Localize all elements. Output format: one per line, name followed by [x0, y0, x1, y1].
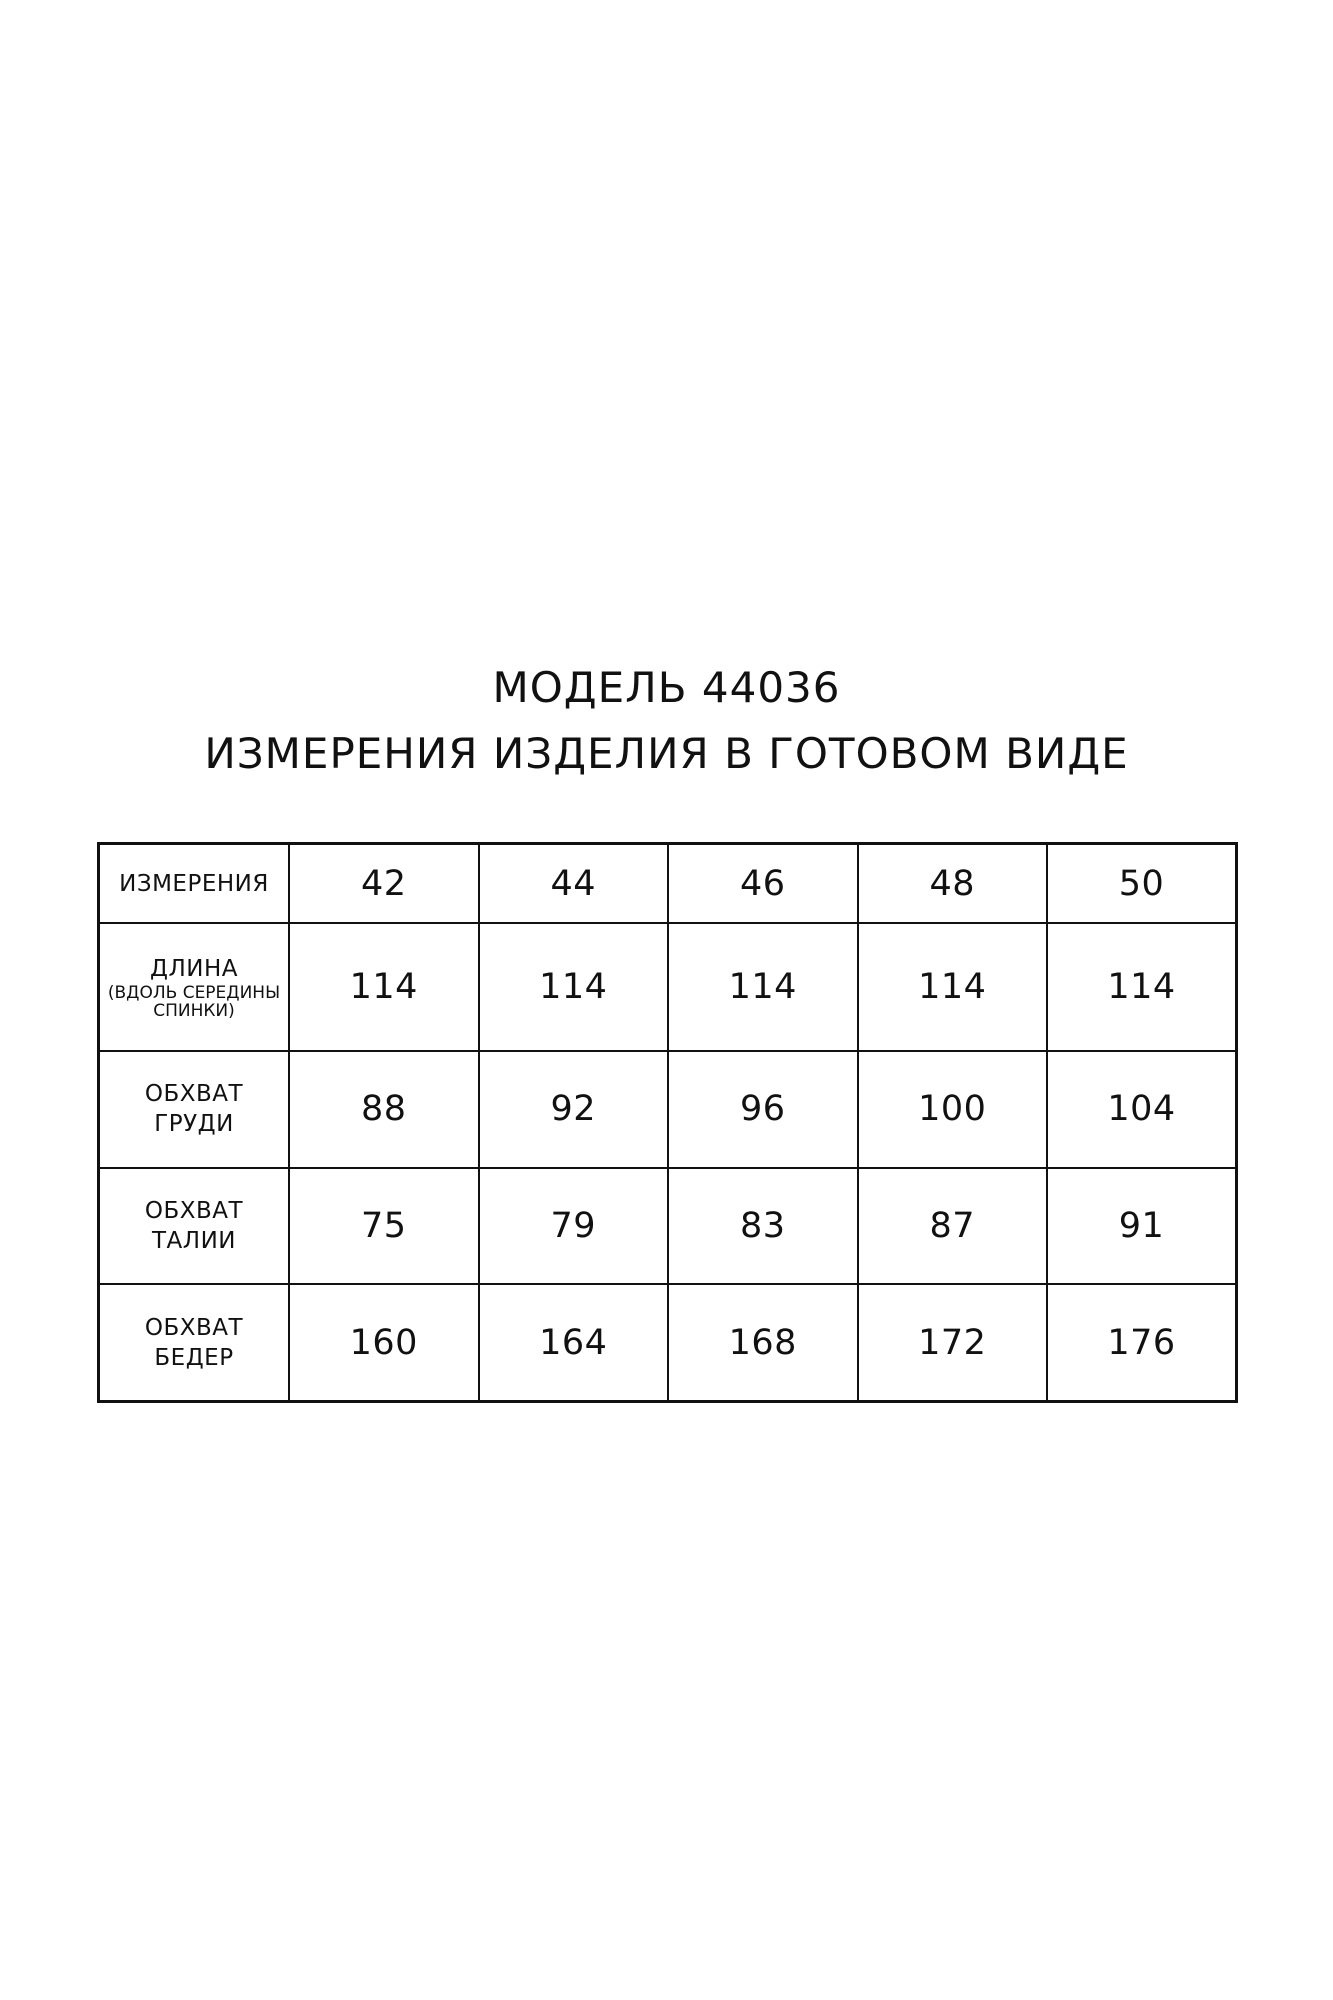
- value-cell: 104: [1047, 1051, 1237, 1167]
- row-label-main: ГРУДИ: [154, 1111, 234, 1138]
- measurements-subtitle: ИЗМЕРЕНИЯ ИЗДЕЛИЯ В ГОТОВОМ ВИДЕ: [204, 729, 1129, 778]
- value-cell: 83: [668, 1168, 858, 1284]
- value-cell: 91: [1047, 1168, 1237, 1284]
- table-row-waist: [99, 1168, 1237, 1284]
- document-title: [0, 655, 1333, 787]
- table-row-hips: [99, 1284, 1237, 1401]
- size-table: [97, 842, 1238, 1403]
- row-label-main: ДЛИНА: [150, 956, 238, 983]
- value-cell: 114: [479, 923, 669, 1051]
- value-cell: 164: [479, 1284, 669, 1401]
- row-label-note: (ВДОЛЬ СЕРЕДИНЫ: [107, 983, 281, 1004]
- row-label-main: ОБХВАТ: [144, 1314, 244, 1341]
- row-label-waist: [99, 1168, 290, 1284]
- value-cell: 87: [858, 1168, 1048, 1284]
- header-label-cell: ИЗМЕРЕНИЯ: [99, 844, 290, 924]
- value-cell: 75: [289, 1168, 479, 1284]
- row-label-main: ТАЛИИ: [152, 1227, 236, 1254]
- value-cell: 100: [858, 1051, 1048, 1167]
- row-label-note: СПИНКИ): [153, 1001, 235, 1022]
- row-label-hips: [99, 1284, 290, 1401]
- row-label-chest: [99, 1051, 290, 1167]
- size-header-cell: 48: [858, 844, 1048, 924]
- size-header-cell: 42: [289, 844, 479, 924]
- row-label-length: [99, 923, 290, 1051]
- table-row-chest: [99, 1051, 1237, 1167]
- value-cell: 96: [668, 1051, 858, 1167]
- row-label-main: БЕДЕР: [154, 1344, 234, 1371]
- value-cell: 168: [668, 1284, 858, 1401]
- value-cell: 114: [1047, 923, 1237, 1051]
- table-header-row: [99, 844, 1237, 924]
- value-cell: 176: [1047, 1284, 1237, 1401]
- value-cell: 88: [289, 1051, 479, 1167]
- value-cell: 114: [289, 923, 479, 1051]
- row-label-main: ОБХВАТ: [144, 1081, 244, 1108]
- row-label-main: ОБХВАТ: [144, 1197, 244, 1224]
- model-title: МОДЕЛЬ 44036: [492, 663, 841, 712]
- size-header-cell: 44: [479, 844, 669, 924]
- value-cell: 114: [668, 923, 858, 1051]
- size-header-cell: 46: [668, 844, 858, 924]
- value-cell: 114: [858, 923, 1048, 1051]
- value-cell: 172: [858, 1284, 1048, 1401]
- table-row-length: [99, 923, 1237, 1051]
- value-cell: 92: [479, 1051, 669, 1167]
- value-cell: 160: [289, 1284, 479, 1401]
- value-cell: 79: [479, 1168, 669, 1284]
- size-header-cell: 50: [1047, 844, 1237, 924]
